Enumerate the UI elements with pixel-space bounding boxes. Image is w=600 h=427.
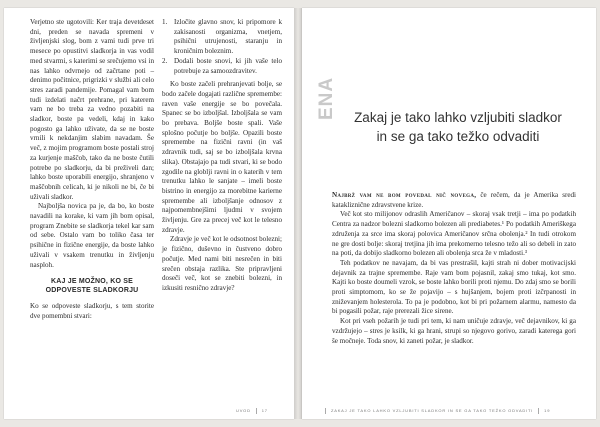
book-spine <box>294 8 302 419</box>
running-footer-left <box>236 408 268 414</box>
paragraph: Ko boste začeli prehranjevati bolje, se bodo začele dogajati različne spremembe: raven vaše energije se bo povečala. Spanec se bo izboljšal. Izboljšala se vam bo prebava. Boljše boste spali. Vaše splošno počutje bo boljše. Opazili boste spremembe na fizični ravni (in vaš zdravnik tudi, saj se bo izboljšala krvna slika). Obstajajo pa tudi stvari, ki se bodo zgodile na globlji ravni in o katerih v tem trenutku lahko le sanjate – imeli boste bistrino in energijo za morebitne karierne spremembe ali izboljšanje odnosov z najpomembnejšimi ljudmi v svojem življenju. Gre za precej več kot le telesno zdravje. <box>162 80 282 234</box>
list-text: Izločite glavno snov, ki pripomore k zakisanosti organizma, vnetjem, psihični utrujenosti, staranju in kroničnim boleznim. <box>174 18 282 56</box>
chapter-body <box>332 191 576 346</box>
subheading-line: ODPOVESTE SLADKORJU <box>45 287 139 295</box>
footer-divider <box>256 408 257 414</box>
title-line: in se ga tako težko odvaditi <box>376 129 540 144</box>
subheading-line: KAJ JE MOŽNO, KO SE <box>51 278 133 286</box>
page-number: 19 <box>544 408 551 414</box>
list-text: Dodali boste snovi, ki jih vaše telo potrebuje za samoozdravitev. <box>174 56 282 75</box>
list-item <box>162 57 282 76</box>
paragraph: Najboljša novica pa je, da bo, ko boste navadili na korake, ki vam jih bom opisal, program Znebite se sladkorja tekel kar sam od sebe. Ostalo vam bo toliko časa ter psihične in fizične energije, da boste lahko uživali v vsakem trenutku in življenju nasploh. <box>30 202 154 269</box>
footer-chapter-title: ZAKAJ JE TAKO LAHKO VZLJUBITI SLADKOR IN SE GA TAKO TEŽKO ODVADITI <box>331 408 534 414</box>
numbered-list <box>162 18 282 76</box>
right-page <box>302 8 596 419</box>
footer-divider <box>538 408 539 414</box>
lead-paragraph <box>332 191 576 210</box>
left-page <box>4 8 294 419</box>
running-footer-right <box>320 408 550 414</box>
lead-smallcaps: Najbrž vam ne bom povedal nič novega, <box>332 191 477 199</box>
footer-section-label: UVOD <box>236 408 251 414</box>
list-item <box>162 18 282 57</box>
list-number: 1. <box>162 18 168 26</box>
left-column-2 <box>162 18 282 294</box>
paragraph: Verjetno ste ugotovili: Ker traja devetdeset dni, preden se navada spremeni v življenjski slog, bom z vami tudi prve tri mesece po opustitvi sladkorja in vas vodil med stvarmi, s katerimi se srečujemo vsi in nas lahko odvrnejo od začrtane poti – denimo počitnice, prigrizki v službi ali celo stres zaradi pandemije. Pomagal vam bom tudi izdelati načrt prehrane, pri katerem vam ne bo treba za vedno pozabiti na sladkor, boste pa vedeli, kdaj in kako pogosto ga lahko uživate, da se ne boste vrnili k nekdanjim slabim navadam. Še več, z mojim programom boste postali stroj za kurjenje maščob, tako da ne boste čutili potrebe po sladkorju, da bi preživeli dan; lahko boste uporabili energijo, shranjeno v maščobnih celicah, ki je nikoli ne bi, če bi uživali sladkor. <box>30 18 154 201</box>
paragraph: Več kot sto milijonov odraslih Američanov – skoraj vsak tretji – ima po podatkih Centra za nadzor bolezni sladkorno bolezen ali prediabetes.¹ Po podatkih Ameriškega združenja za srce ima skoraj polovica Američanov srčna obolenja.² In tudi otrokom ne gre dosti bolje: skoraj tretjina jih ima prekomerno telesno težo ali so debeli in zato na poti, da dobijo sladkorno bolezen ali obolenja srca že v mladosti.³ <box>332 210 576 258</box>
list-number: 2. <box>162 56 168 65</box>
left-column-1 <box>30 18 154 322</box>
chapter-title <box>342 108 574 146</box>
page-number: 17 <box>261 408 268 414</box>
lead-rest: če rečem, da je Amerika sredi katakliznične zdravstvene krize. <box>332 191 576 209</box>
chapter-side-label: ENA <box>316 76 337 120</box>
paragraph: Teh podatkov ne navajam, da bi vas prestrašil, kajti strah ni dober motivacijski dejavnik za trajne spremembe. Raje vam bom pojasnil, zakaj smo tukaj, kot smo. Kajti ko boste doumeli vzrok, se boste lahko borili proti njemu. Do zdaj smo se borili proti simptomom, ko se že pojavijo – s hujšanjem, bojem proti izčrpanosti in zniževanjem holesterola. To pa je podobno, kot bi pri požarnem alarmu, namesto da bi pogasili požar, raje prerezali žice sirene. <box>332 258 576 316</box>
footer-divider <box>325 408 326 414</box>
paragraph: Zdravje je več kot le odsotnost bolezni; je fizično, duševno in čustveno dobro počutje. Med nami biti nesrečen in biti srečen obstaja razlika. Ste pripravljeni doseči več, kot se znebiti bolezni, in izkusiti resnično zdravje? <box>162 235 282 292</box>
paragraph: Kot pri vseh požarih je tudi pri tem, ki nam uničuje zdravje, več dejavnikov, ki ga vzdržujejo – stres je ksilk, ki ga hrani, strupi so njegovo gorivo, zaradi katerega gori še močneje. Toda snov, ki zaneti požar, je sladkor. <box>332 317 576 345</box>
paragraph: Ko se odpoveste sladkorju, s tem storite dve pomembni stvari: <box>30 302 154 320</box>
section-subheading <box>30 277 154 295</box>
title-line: Zakaj je tako lahko vzljubiti sladkor <box>354 110 562 125</box>
